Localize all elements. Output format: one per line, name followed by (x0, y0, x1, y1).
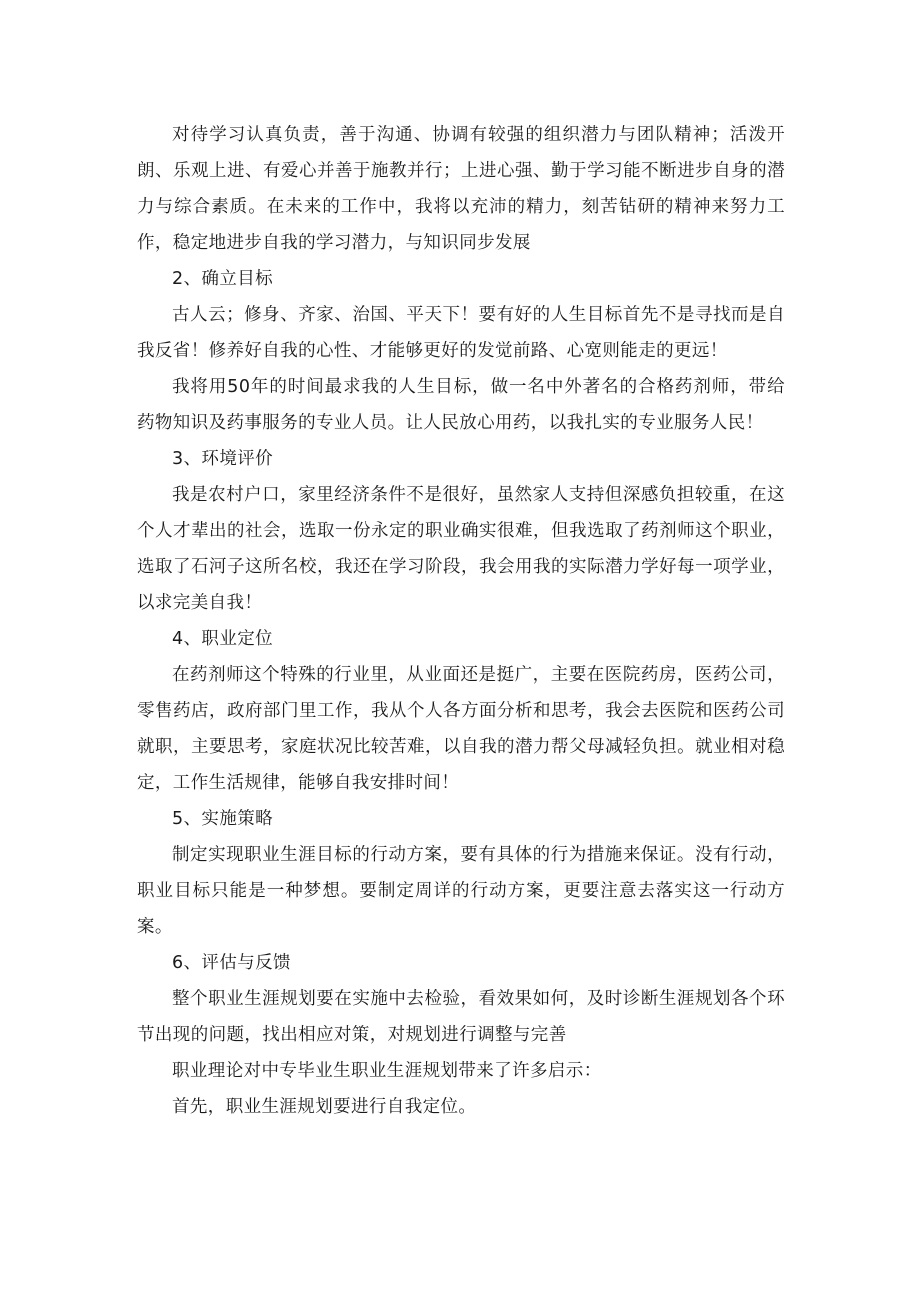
paragraph-theory-inspiration: 职业理论对中专毕业生职业生涯规划带来了许多启示： (172, 1061, 602, 1081)
paragraph-life-goal: 我将用50年的时间最求我的人生目标，做一名中外著名的合格药剂师，带给药物知识及药事服务的专业人员。让人民放心用药，以我扎实的专业服务人民！ (137, 377, 785, 433)
document-body (137, 117, 785, 1125)
section-heading-set-goals: 2、确立目标 (172, 269, 274, 289)
paragraph-environment: 我是农村户口，家里经济条件不是很好，虽然家人支持但深感负担较重，在这个人才辈出的社会，选取一份永定的职业确实很难，但我选取了药剂师这个职业，选取了石河子这所名校，我还在学习阶段，我会用我的实际潜力学好每一项学业，以求完美自我！ (137, 485, 785, 613)
section-heading-feedback: 6、评估与反馈 (172, 953, 291, 973)
paragraph-ancient-saying: 古人云；修身、齐家、治国、平天下！要有好的人生目标首先不是寻找而是自我反省！修养好自我的心性、才能够更好的发觉前路、心宽则能走的更远！ (137, 305, 785, 361)
paragraph-study-attitude: 对待学习认真负责，善于沟通、协调有较强的组织潜力与团队精神；活泼开朗、乐观上进、有爱心并善于施教并行；上进心强、勤于学习能不断进步自身的潜力与综合素质。在未来的工作中，我将以充沛的精力，刻苦钻研的精神来努力工作，稳定地进步自我的学习潜力，与知识同步发展 (137, 125, 785, 253)
paragraph-feedback: 整个职业生涯规划要在实施中去检验，看效果如何，及时诊断生涯规划各个环节出现的问题，找出相应对策，对规划进行调整与完善 (137, 989, 785, 1045)
paragraph-self-positioning: 首先，职业生涯规划要进行自我定位。 (172, 1097, 477, 1117)
section-heading-environment: 3、环境评价 (172, 449, 274, 469)
section-heading-strategy: 5、实施策略 (172, 809, 274, 829)
paragraph-career-positioning: 在药剂师这个特殊的行业里，从业面还是挺广，主要在医院药房，医药公司，零售药店，政府部门里工作，我从个人各方面分析和思考，我会去医院和医药公司就职，主要思考，家庭状况比较苦难，以自我的潜力帮父母减轻负担。就业相对稳定，工作生活规律，能够自我安排时间！ (137, 665, 785, 793)
section-heading-career-positioning: 4、职业定位 (172, 629, 274, 649)
paragraph-strategy: 制定实现职业生涯目标的行动方案，要有具体的行为措施来保证。没有行动，职业目标只能是一种梦想。要制定周详的行动方案，更要注意去落实这一行动方案。 (137, 845, 785, 937)
